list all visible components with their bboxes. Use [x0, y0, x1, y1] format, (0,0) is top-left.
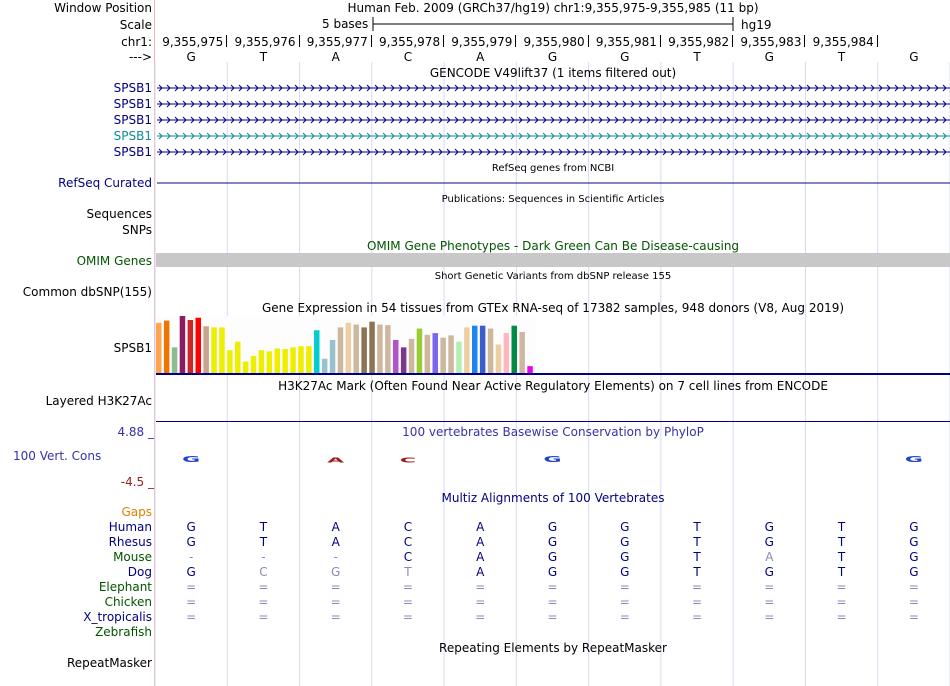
aligned-base: =: [619, 595, 630, 609]
base-letter: G: [620, 50, 630, 64]
ruler-position-label: 9,355,982: [668, 35, 730, 49]
ruler-position-label: 9,355,976: [234, 35, 296, 49]
h3k27ac-baseline: [156, 421, 950, 422]
ruler-position-label: 9,355,979: [451, 35, 513, 49]
aligned-base: =: [547, 610, 558, 624]
aligned-base: T: [693, 565, 701, 579]
aligned-base: =: [330, 610, 341, 624]
publications-track-title[interactable]: Publications: Sequences in Scientific Articles: [441, 194, 665, 205]
aligned-base: G: [186, 520, 196, 534]
aligned-base: C: [403, 550, 413, 564]
aligned-base: =: [186, 595, 197, 609]
gtex-tissue-bar[interactable]: [488, 329, 494, 373]
omim-track-title[interactable]: OMIM Gene Phenotypes - Dark Green Can Be Disease-causing: [366, 239, 740, 253]
gtex-tissue-bar[interactable]: [512, 326, 518, 373]
aligned-base: T: [837, 565, 846, 579]
species-label[interactable]: Zebrafish: [95, 625, 152, 639]
gtex-tissue-bar[interactable]: [440, 338, 446, 373]
gtex-tissue-bar[interactable]: [338, 327, 344, 373]
gene-transcript-line[interactable]: [157, 101, 950, 107]
aligned-base: A: [476, 550, 485, 564]
aligned-base: =: [258, 610, 269, 624]
gtex-tissue-bar[interactable]: [354, 325, 360, 373]
aligned-base: G: [909, 550, 919, 564]
aligned-base: T: [837, 535, 846, 549]
scale-text: 5 bases: [322, 17, 369, 31]
base-letter: C: [403, 50, 413, 64]
aligned-base: G: [547, 565, 558, 579]
gtex-tissue-bar[interactable]: [243, 362, 249, 373]
aligned-base: T: [837, 520, 846, 534]
phylop-letter-mark: A: [327, 456, 345, 465]
ruler-tick: [877, 35, 878, 47]
gtex-tissue-bar[interactable]: [369, 322, 375, 373]
gtex-tissue-bar[interactable]: [330, 340, 336, 373]
species-label[interactable]: Mouse: [113, 550, 152, 564]
gene-transcript-line[interactable]: [157, 117, 950, 123]
aligned-base: T: [259, 535, 268, 549]
gtex-track-label[interactable]: SPSB1: [113, 341, 152, 355]
gtex-tissue-bar[interactable]: [496, 345, 502, 374]
gtex-tissue-bar[interactable]: [464, 327, 470, 373]
aligned-base: T: [693, 550, 701, 564]
aligned-base: =: [692, 580, 703, 594]
gtex-tissue-bar[interactable]: [519, 332, 525, 373]
gtex-tissue-bar[interactable]: [306, 346, 312, 373]
gtex-tissue-bar[interactable]: [425, 335, 431, 373]
gaps-label: Gaps: [121, 505, 152, 519]
aligned-base: =: [764, 610, 775, 624]
refseq-track-label[interactable]: RefSeq Curated: [58, 176, 152, 190]
window-position-label: Window Position: [54, 1, 152, 15]
gtex-tissue-bar[interactable]: [251, 356, 256, 373]
ruler-position-label: 9,355,984: [812, 35, 874, 49]
gtex-tissue-bar[interactable]: [219, 327, 225, 373]
aligned-base: A: [476, 535, 485, 549]
aligned-base: G: [331, 565, 341, 579]
aligned-base: =: [908, 610, 919, 624]
aligned-base: C: [403, 535, 413, 549]
gencode-track-title[interactable]: GENCODE V49lift37 (1 items filtered out): [429, 66, 677, 80]
gtex-tissue-bar[interactable]: [267, 351, 273, 373]
dbsnp-track-title[interactable]: Short Genetic Variants from dbSNP release 155: [434, 271, 672, 282]
gene-label-spsb1[interactable]: SPSB1: [113, 145, 152, 159]
h3k27ac-track-title[interactable]: H3K27Ac Mark (Often Found Near Active Regulatory Elements) on 7 cell lines from ENCODE: [278, 379, 828, 393]
ruler-position-label: 9,355,980: [523, 35, 585, 49]
species-label[interactable]: Human: [108, 520, 152, 534]
ruler-position-label: 9,355,975: [162, 35, 224, 49]
aligned-base: G: [620, 520, 630, 534]
sequences-track-label[interactable]: Sequences: [86, 207, 152, 221]
gtex-tissue-bar[interactable]: [346, 323, 352, 373]
aligned-base: =: [402, 610, 413, 624]
base-letter: A: [476, 50, 485, 64]
aligned-base: G: [186, 535, 196, 549]
assembly-label: hg19: [741, 18, 772, 32]
species-label[interactable]: Rhesus: [108, 535, 152, 549]
gene-label-spsb1[interactable]: SPSB1: [113, 97, 152, 111]
aligned-base: =: [330, 580, 341, 594]
aligned-base: -: [261, 550, 266, 564]
aligned-base: =: [475, 610, 486, 624]
base-letter: G: [547, 50, 558, 64]
chr-label: chr1:: [121, 35, 152, 49]
aligned-base: =: [547, 580, 558, 594]
aligned-base: =: [908, 580, 919, 594]
multiz-track-title[interactable]: Multiz Alignments of 100 Vertebrates: [441, 491, 665, 505]
aligned-base: =: [186, 580, 197, 594]
aligned-base: =: [619, 610, 630, 624]
aligned-base: G: [909, 565, 919, 579]
aligned-base: =: [547, 595, 558, 609]
aligned-base: G: [186, 565, 196, 579]
dbsnp-track-label[interactable]: Common dbSNP(155): [22, 285, 152, 299]
gtex-tissue-bar[interactable]: [322, 359, 328, 373]
ruler-tick: [588, 35, 589, 47]
gtex-tissue-bar[interactable]: [164, 321, 170, 373]
gtex-tissue-bar[interactable]: [172, 347, 178, 373]
aligned-base: G: [764, 565, 774, 579]
scale-bar: [373, 17, 733, 31]
scale-label: Scale: [119, 18, 152, 32]
base-letter: T: [693, 50, 701, 64]
refseq-track-title[interactable]: RefSeq genes from NCBI: [491, 163, 615, 174]
base-letter: T: [837, 50, 846, 64]
gtex-tissue-bar[interactable]: [227, 350, 233, 373]
gene-transcript-line[interactable]: [157, 85, 950, 91]
aligned-base: =: [836, 610, 847, 624]
aligned-base: G: [764, 535, 774, 549]
ruler-position-label: 9,355,981: [595, 35, 657, 49]
ruler-position-label: 9,355,978: [379, 35, 441, 49]
gtex-tissue-bar[interactable]: [188, 320, 194, 373]
omim-gene-bar[interactable]: [156, 253, 950, 267]
phylop-letter-mark: G: [543, 454, 562, 464]
aligned-base: =: [258, 580, 269, 594]
gtex-tissue-bar[interactable]: [393, 340, 399, 373]
position-title[interactable]: Human Feb. 2009 (GRCh37/hg19) chr1:9,355,975-9,355,985 (11 bp): [347, 1, 759, 15]
gtex-tissue-bar[interactable]: [180, 316, 186, 373]
gtex-tissue-bar[interactable]: [290, 347, 296, 373]
aligned-base: A: [476, 520, 485, 534]
gtex-tissue-bar[interactable]: [377, 325, 383, 373]
phylop-max-label: 4.88 _: [117, 425, 154, 439]
aligned-base: T: [259, 520, 268, 534]
phylop-min-label: -4.5 _: [120, 475, 154, 489]
repeatmasker-track-title[interactable]: Repeating Elements by RepeatMasker: [439, 641, 667, 655]
gtex-bar-chart[interactable]: [156, 316, 536, 373]
h3k27ac-track-label[interactable]: Layered H3K27Ac: [45, 394, 152, 408]
gtex-tissue-bar[interactable]: [361, 327, 367, 373]
base-letter: T: [259, 50, 268, 64]
gtex-tissue-bar[interactable]: [282, 349, 288, 373]
aligned-base: T: [404, 565, 412, 579]
aligned-base: =: [402, 595, 413, 609]
aligned-base: G: [547, 520, 558, 534]
ruler-tick: [732, 35, 733, 47]
gene-transcript-line[interactable]: [157, 149, 950, 155]
gtex-tissue-bar[interactable]: [417, 329, 423, 373]
gtex-tissue-bar[interactable]: [156, 323, 162, 373]
aligned-base: A: [765, 550, 774, 564]
aligned-base: G: [620, 550, 630, 564]
strand-label: --->: [128, 50, 152, 64]
aligned-base: A: [331, 520, 340, 534]
ruler-tick: [299, 35, 300, 47]
phylop-track-label[interactable]: 100 Vert. Cons: [13, 449, 102, 463]
aligned-base: G: [620, 535, 630, 549]
phylop-track-title[interactable]: 100 vertebrates Basewise Conservation by PhyloP: [402, 425, 704, 439]
aligned-base: -: [188, 550, 194, 564]
species-label[interactable]: X_tropicalis: [83, 610, 152, 624]
aligned-base: =: [908, 595, 919, 609]
aligned-base: G: [547, 535, 558, 549]
aligned-base: =: [186, 610, 197, 624]
gtex-tissue-bar[interactable]: [196, 318, 202, 373]
aligned-base: =: [402, 580, 413, 594]
gtex-tissue-bar[interactable]: [456, 342, 462, 373]
aligned-base: =: [836, 580, 847, 594]
gtex-tissue-bar[interactable]: [298, 346, 304, 373]
aligned-base: =: [836, 595, 847, 609]
gtex-tissue-bar[interactable]: [409, 339, 415, 373]
gtex-tissue-bar[interactable]: [211, 327, 217, 373]
aligned-base: =: [330, 595, 341, 609]
gene-label-spsb1[interactable]: SPSB1: [113, 129, 152, 143]
gtex-tissue-bar[interactable]: [259, 350, 265, 373]
ruler-tick: [515, 35, 516, 47]
ruler-tick: [443, 35, 444, 47]
gtex-tissue-bar[interactable]: [527, 366, 533, 373]
aligned-base: T: [837, 550, 846, 564]
ruler-tick: [804, 35, 805, 47]
base-letter: G: [186, 50, 196, 64]
aligned-base: =: [258, 595, 269, 609]
aligned-base: =: [475, 580, 486, 594]
snps-track-label[interactable]: SNPs: [122, 223, 152, 237]
gtex-track-title[interactable]: Gene Expression in 54 tissues from GTEx RNA-seq of 17382 samples, 948 donors (V8, Aug 2019): [261, 301, 845, 315]
species-label[interactable]: Dog: [127, 565, 152, 579]
aligned-base: =: [619, 580, 630, 594]
species-label[interactable]: Chicken: [104, 595, 152, 609]
ruler-tick: [371, 35, 372, 47]
aligned-base: =: [692, 595, 703, 609]
gtex-tissue-bar[interactable]: [385, 325, 391, 373]
aligned-base: C: [403, 520, 413, 534]
base-letter: A: [331, 50, 340, 64]
gtex-tissue-bar[interactable]: [480, 326, 486, 373]
aligned-base: G: [909, 535, 919, 549]
aligned-base: =: [692, 610, 703, 624]
aligned-base: =: [764, 595, 775, 609]
gtex-tissue-bar[interactable]: [235, 342, 241, 373]
ruler-tick: [660, 35, 661, 47]
aligned-base: =: [475, 595, 486, 609]
gtex-tissue-bar[interactable]: [275, 348, 281, 373]
gtex-tissue-bar[interactable]: [433, 333, 439, 373]
base-letter: G: [909, 50, 919, 64]
aligned-base: =: [764, 580, 775, 594]
repeatmasker-track-label[interactable]: RepeatMasker: [66, 656, 152, 670]
aligned-base: G: [764, 520, 774, 534]
gtex-tissue-bar[interactable]: [314, 330, 320, 373]
gene-transcript-line[interactable]: [157, 133, 950, 139]
phylop-letter-mark: C: [399, 456, 417, 465]
gtex-baseline: [156, 373, 950, 375]
ruler-position-label: 9,355,977: [306, 35, 368, 49]
ruler-tick: [226, 35, 227, 47]
phylop-letter-mark: G: [904, 454, 923, 464]
phylop-letter-mark: G: [182, 454, 201, 464]
aligned-base: T: [693, 520, 701, 534]
omim-track-label[interactable]: OMIM Genes: [76, 254, 152, 268]
gtex-tissue-bar[interactable]: [504, 333, 510, 373]
aligned-base: T: [693, 535, 701, 549]
aligned-base: G: [547, 550, 558, 564]
aligned-base: A: [476, 565, 485, 579]
aligned-base: G: [909, 520, 919, 534]
base-letter: G: [764, 50, 774, 64]
gtex-tissue-bar[interactable]: [472, 326, 478, 373]
aligned-base: G: [620, 565, 630, 579]
gtex-tissue-bar[interactable]: [401, 347, 407, 373]
aligned-base: C: [259, 565, 268, 579]
phylop-conservation-plot[interactable]: [182, 455, 923, 464]
gene-label-spsb1[interactable]: SPSB1: [113, 81, 152, 95]
gtex-tissue-bar[interactable]: [203, 326, 209, 373]
ruler-position-label: 9,355,983: [740, 35, 802, 49]
aligned-base: -: [333, 550, 338, 564]
aligned-base: A: [331, 535, 340, 549]
gene-label-spsb1[interactable]: SPSB1: [113, 113, 152, 127]
species-label[interactable]: Elephant: [98, 580, 152, 594]
gtex-tissue-bar[interactable]: [448, 335, 454, 373]
